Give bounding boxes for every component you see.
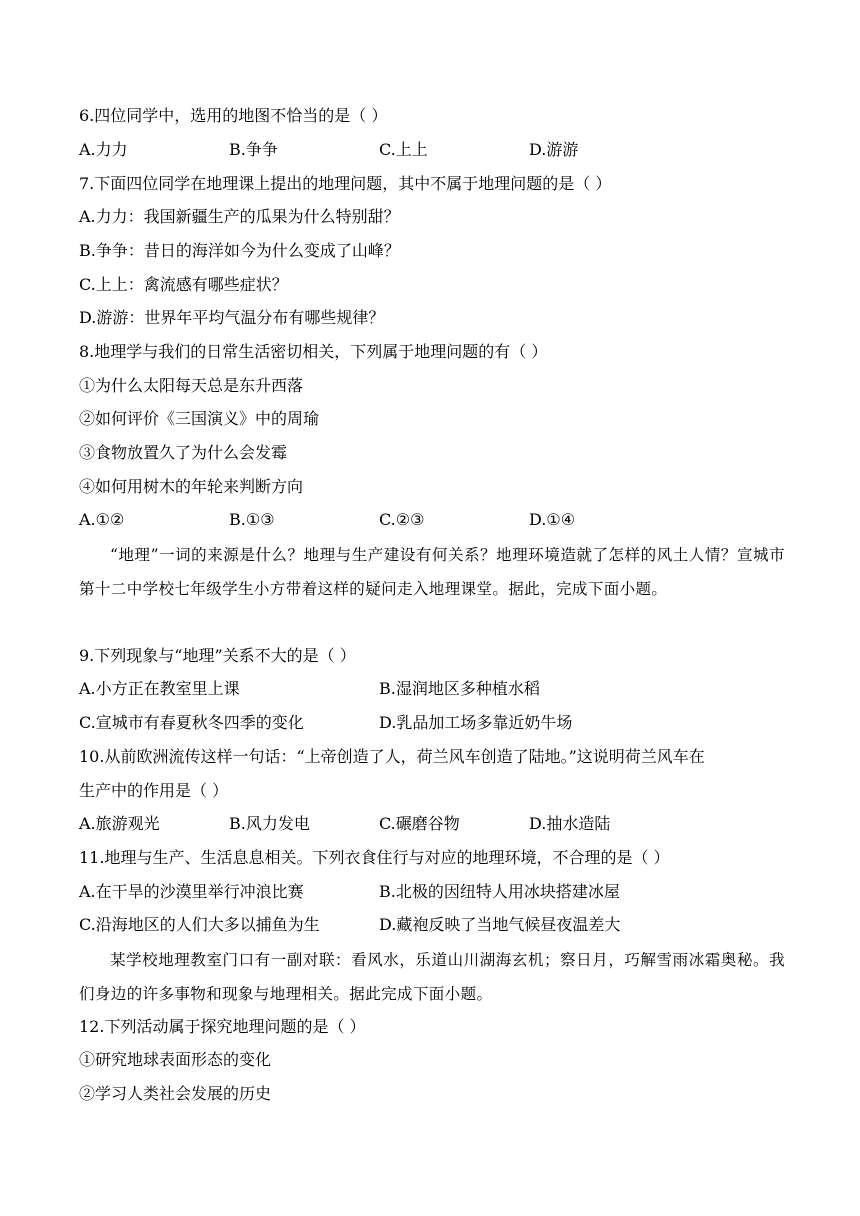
question-6-option-b: B.争争 bbox=[229, 140, 278, 159]
question-10-option-b: B.风力发电 bbox=[229, 814, 310, 833]
question-7-stem: 7.下面四位同学在地理课上提出的地理问题，其中不属于地理问题的是（ ） bbox=[79, 174, 612, 193]
question-10-option-d: D.抽水造陆 bbox=[529, 814, 611, 833]
question-12-stem: 12.下列活动属于探究地理问题的是（ ） bbox=[79, 1017, 366, 1036]
question-11-option-c: C.沿海地区的人们大多以捕鱼为生 bbox=[79, 915, 320, 934]
question-9-stem: 9.下列现象与“地理”关系不大的是（ ） bbox=[79, 646, 356, 665]
question-10-option-a: A.旅游观光 bbox=[79, 814, 160, 833]
question-11-option-b: B.北极的因纽特人用冰块搭建冰屋 bbox=[379, 882, 620, 901]
question-7-option-d: D.游游：世界年平均气温分布有哪些规律？ bbox=[79, 308, 385, 327]
question-6-stem: 6.四位同学中，选用的地图不恰当的是（ ） bbox=[79, 106, 388, 125]
question-8-item-3: ③食物放置久了为什么会发霉 bbox=[79, 443, 288, 462]
question-9-option-c: C.宣城市有春夏秋冬四季的变化 bbox=[79, 713, 304, 732]
question-7-option-c: C.上上：禽流感有哪些症状？ bbox=[79, 275, 288, 294]
question-9-option-d: D.乳品加工场多靠近奶牛场 bbox=[379, 713, 573, 732]
question-6-option-d: D.游游 bbox=[529, 140, 579, 159]
question-10-stem-line-2: 生产中的作用是（ ） bbox=[79, 781, 229, 800]
question-6-option-a: A.力力 bbox=[79, 140, 128, 159]
question-7-option-b: B.争争：昔日的海洋如今为什么变成了山峰？ bbox=[79, 241, 400, 260]
question-11-option-d: D.藏袍反映了当地气候昼夜温差大 bbox=[379, 915, 621, 934]
question-9-option-a: A.小方正在教室里上课 bbox=[79, 679, 240, 698]
question-10-stem-line-1: 10.从前欧洲流传这样一句话：“上帝创造了人，荷兰风车创造了陆地。”这说明荷兰风车在 bbox=[79, 747, 705, 766]
question-7-option-a: A.力力：我国新疆生产的瓜果为什么特别甜？ bbox=[79, 207, 400, 226]
reading-passage-1: “地理”一词的来源是什么？地理与生产建设有何关系？地理环境造就了怎样的风土人情？宣城市第十二中学校七年级学生小方带着这样的疑问走入地理课堂。据此，完成下面小题。 bbox=[79, 546, 785, 598]
question-8-option-a: A.①② bbox=[79, 510, 125, 529]
question-12-item-2: ②学习人类社会发展的历史 bbox=[79, 1084, 272, 1103]
question-8-item-1: ①为什么太阳每天总是东升西落 bbox=[79, 376, 304, 395]
reading-passage-2: 某学校地理教室门口有一副对联：看风水，乐道山川湖海玄机；察日月，巧解雪雨冰霜奥秘。我们身边的许多事物和现象与地理相关。据此完成下面小题。 bbox=[79, 951, 785, 1003]
question-9-option-b: B.湿润地区多种植水稻 bbox=[379, 679, 540, 698]
question-8-option-c: C.②③ bbox=[379, 510, 425, 529]
question-8-stem: 8.地理学与我们的日常生活密切相关，下列属于地理问题的有（ ） bbox=[79, 342, 548, 361]
question-8-option-d: D.①④ bbox=[529, 510, 576, 529]
question-8-option-b: B.①③ bbox=[229, 510, 275, 529]
question-11-option-a: A.在干旱的沙漠里举行冲浪比赛 bbox=[79, 882, 304, 901]
question-8-item-2: ②如何评价《三国演义》中的周瑜 bbox=[79, 409, 320, 428]
question-10-option-c: C.碾磨谷物 bbox=[379, 814, 460, 833]
question-11-stem: 11.地理与生产、生活息息相关。下列衣食住行与对应的地理环境，不合理的是（ ） bbox=[79, 848, 670, 867]
question-12-item-1: ①研究地球表面形态的变化 bbox=[79, 1050, 272, 1069]
question-8-item-4: ④如何用树木的年轮来判断方向 bbox=[79, 477, 304, 496]
question-6-option-c: C.上上 bbox=[379, 140, 428, 159]
